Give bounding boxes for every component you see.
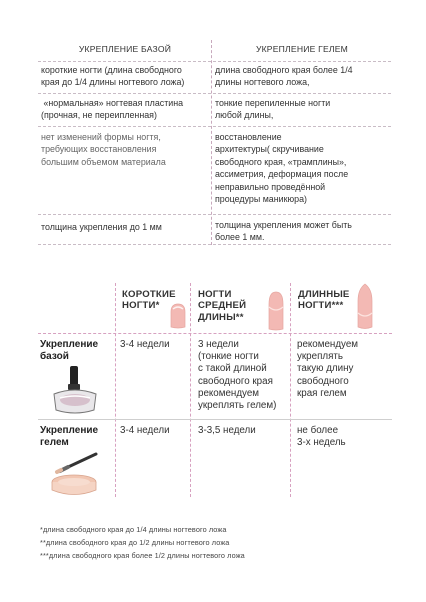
- base-medium-duration: 3 недели (тонкие ногти с такой длиной свободного края рекомендуем укреплять гелем): [198, 339, 277, 412]
- base-short-duration: 3-4 недели: [120, 339, 170, 350]
- base-no-shape-change-text: нет изменений формы ногтя, требующих восстановления большим объемом материала: [41, 132, 166, 167]
- footnote-short: *длина свободного края до 1/4 длины ногтевого ложа: [40, 525, 227, 534]
- base-short-nails-text: короткие ногти (длина свободного края до 1/4 длины ногтевого ложа): [41, 65, 185, 88]
- gel-thickness-text: толщина укрепления может быть более 1 мм.: [215, 220, 352, 243]
- base-long-duration: рекомендуем укреплять такую длину свободного края гелем: [297, 339, 359, 399]
- gel-free-edge-text: длина свободного края более 1/4 длины ногтевого ложа,: [215, 65, 353, 88]
- long-nail-icon: [354, 283, 376, 333]
- footnote-medium: **длина свободного края до 1/2 длины ногтевого ложа: [40, 538, 230, 547]
- row-divider: [38, 93, 391, 94]
- gel-architecture-restore-text: восстановление архитектуры( скручивание свободного края, «трамплины», ассиметрия, деформация после неправильно проведённой процедуры маникюра): [215, 132, 349, 205]
- gel-medium-duration: 3-3,5 недели: [198, 425, 256, 436]
- base-thickness-text: толщина укрепления до 1 мм: [41, 222, 162, 232]
- row-divider: [38, 214, 391, 215]
- row-label-base: Укрепление базой: [40, 339, 99, 362]
- row-divider: [38, 126, 391, 127]
- column-divider: [190, 283, 191, 497]
- row-divider: [38, 61, 391, 62]
- col-title-short-nails: КОРОТКИЕ НОГТИ*: [122, 289, 176, 312]
- header-row-divider: [38, 333, 392, 334]
- header-base-strengthening: УКРЕПЛЕНИЕ БАЗОЙ: [78, 44, 172, 54]
- col-title-medium-nails: НОГТИ СРЕДНЕЙ ДЛИНЫ**: [198, 289, 247, 323]
- medium-nail-icon: [266, 290, 286, 332]
- footnote-long: ***длина свободного края более 1/2 длины ногтевого ложа: [40, 551, 245, 560]
- base-normal-plate-text: «нормальная» ногтевая пластина (прочная, не переипленная): [41, 98, 184, 121]
- row-divider: [38, 419, 392, 420]
- short-nail-icon: [168, 300, 188, 330]
- gel-jar-brush-icon: [44, 448, 104, 500]
- base-coat-bottle-icon: [46, 364, 104, 416]
- column-divider: [290, 283, 291, 497]
- gel-long-duration: не более 3-х недель: [297, 425, 346, 449]
- row-divider: [38, 244, 391, 245]
- column-divider: [115, 283, 116, 497]
- header-gel-strengthening: УКРЕПЛЕНИЕ ГЕЛЕМ: [255, 44, 349, 54]
- row-label-gel: Укрепление гелем: [40, 425, 99, 448]
- col-title-long-nails: ДЛИННЫЕ НОГТИ***: [298, 289, 350, 312]
- gel-thin-nails-text: тонкие перепиленные ногти любой длины,: [215, 98, 331, 121]
- gel-short-duration: 3-4 недели: [120, 425, 170, 436]
